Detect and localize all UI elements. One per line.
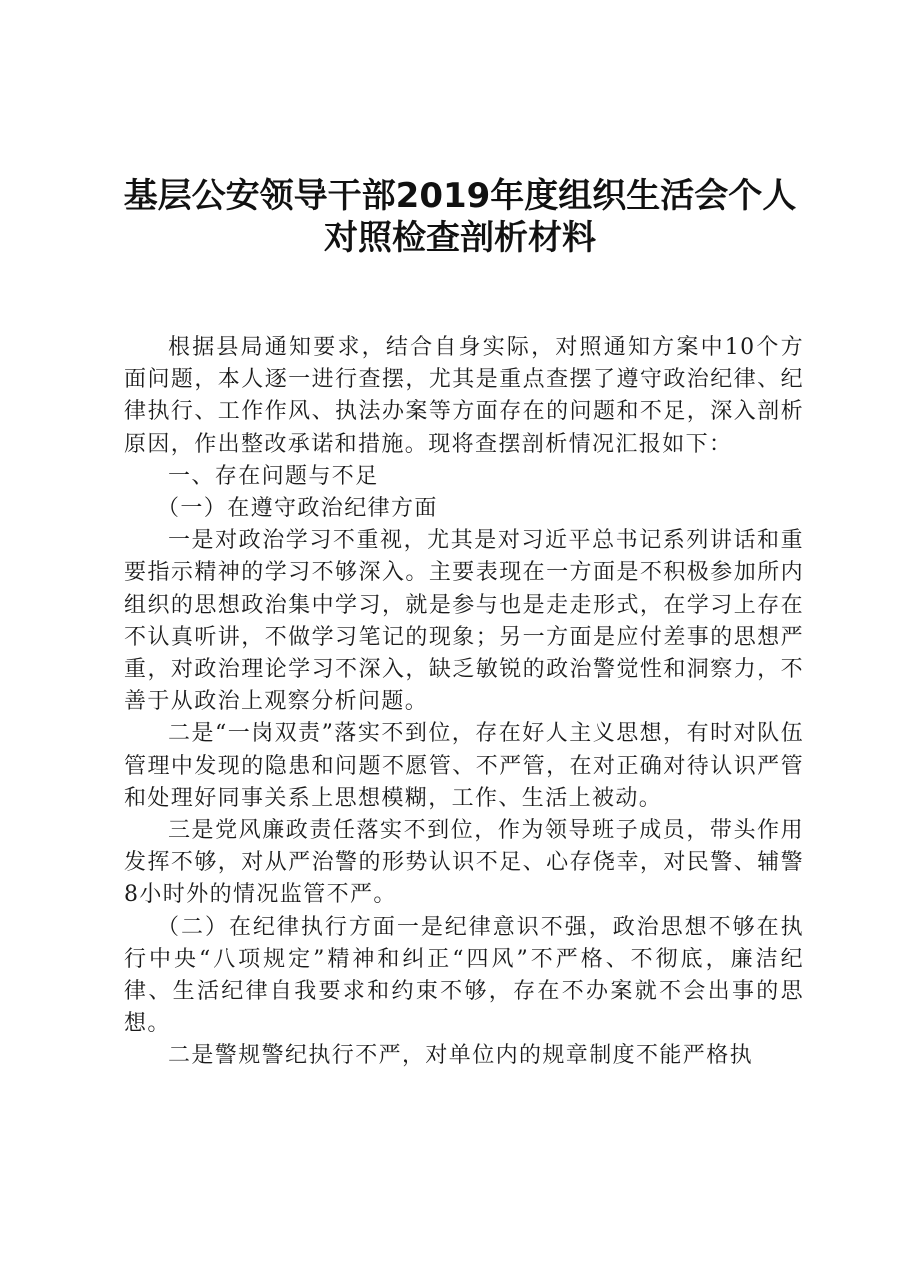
paragraph-discipline-execution: （二）在纪律执行方面一是纪律意识不强，政治思想不够在执行中央“八项规定”精神和纠正“四风”不严格、不彻底，廉洁纪律、生活纪律自我要求和约束不够，存在不办案就不会出事的思想。 [124, 914, 804, 1037]
paragraph-point-one: 一是对政治学习不重视，尤其是对习近平总书记系列讲话和重要指示精神的学习不够深入。主要表现在一方面是不积极参加所内组织的思想政治集中学习，就是参与也是走走形式，在学习上存在不认真听讲，不做学习笔记的现象；另一方面是应付差事的思想严重，对政治理论学习不深入，缺乏敏锐的政治警觉性和洞察力，不善于从政治上观察分析问题。 [124, 528, 804, 715]
paragraph-intro: 根据县局通知要求，结合自身实际，对照通知方案中10个方面问题，本人逐一进行查摆，尤其是重点查摆了遵守政治纪律、纪律执行、工作作风、执法办案等方面存在的问题和不足，深入剖析原因，作出整改承诺和措施。现将查摆剖析情况汇报如下： [124, 335, 804, 457]
paragraph-point-three: 三是党风廉政责任落实不到位，作为领导班子成员，带头作用发挥不够，对从严治警的形势认识不足、心存侥幸，对民警、辅警8小时外的情况监管不严。 [124, 818, 804, 908]
document-title-line1: 基层公安领导干部2019年度组织生活会个人 [123, 176, 797, 216]
paragraph-point-two: 二是“一岗双责”落实不到位，存在好人主义思想，有时对队伍管理中发现的隐患和问题不愿管、不严管，在对正确对待认识严管和处理好同事关系上思想模糊，工作、生活上被动。 [124, 721, 804, 811]
paragraph-police-rules: 二是警规警纪执行不严，对单位内的规章制度不能严格执 [168, 1043, 754, 1069]
heading-problems: 一、存在问题与不足 [168, 463, 379, 489]
document-body [124, 332, 804, 1073]
subheading-political-discipline: （一）在遵守政治纪律方面 [157, 496, 438, 522]
document-title-line2: 对照检查剖析材料 [324, 218, 596, 258]
